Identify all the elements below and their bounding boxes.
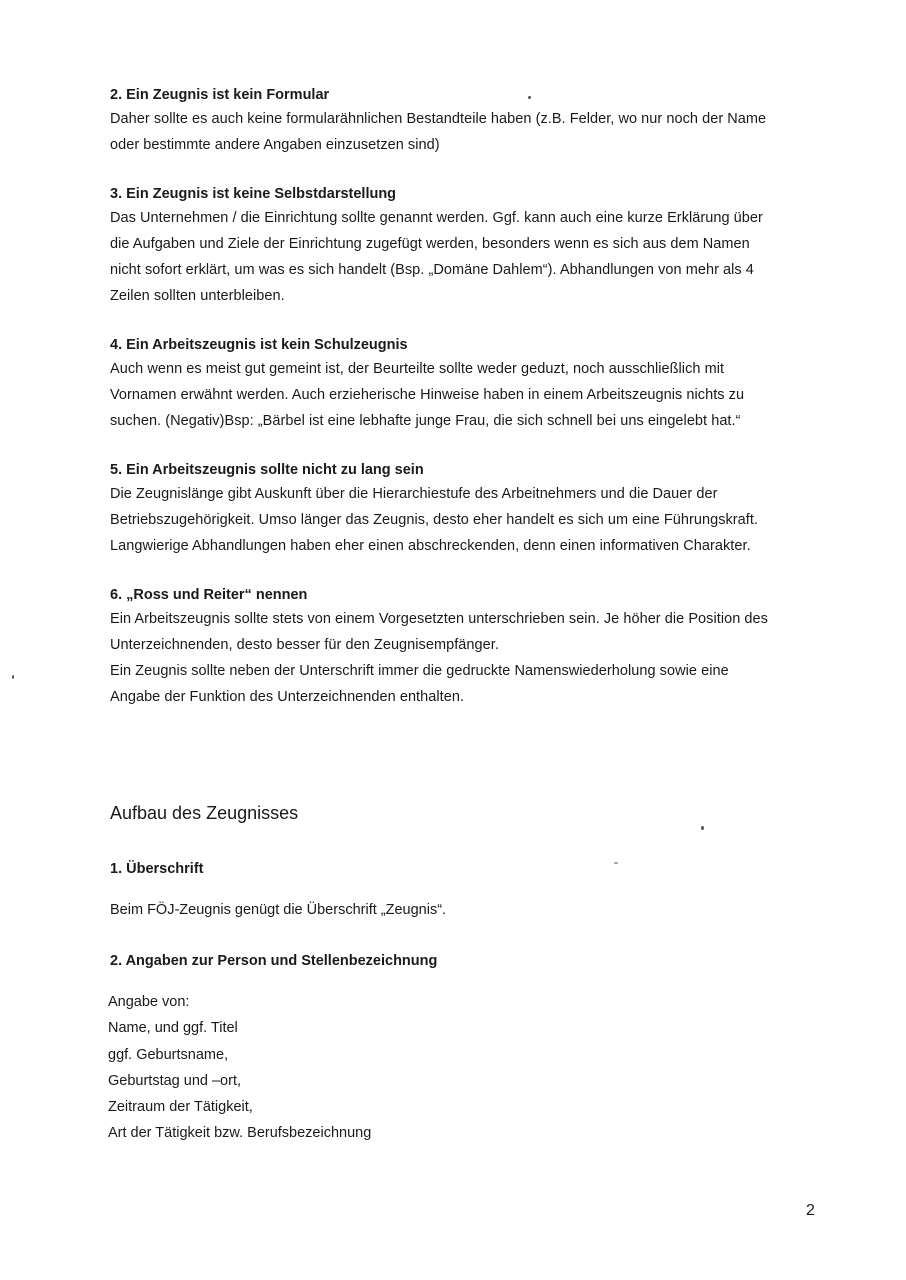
section-body — [110, 481, 820, 560]
section-body — [110, 106, 820, 159]
section-body — [110, 356, 820, 435]
text-line: Unterzeichnenden, desto besser für den Zeugnisempfänger. — [110, 636, 499, 653]
text-line: Vornamen erwähnt werden. Auch erzieherische Hinweise haben in einem Arbeitszeugnis nichts zu — [110, 387, 745, 404]
section-no-self-presentation — [110, 183, 820, 310]
text-line: Ein Zeugnis sollte neben der Unterschrift immer die gedruckte Namenswiederholung sowie eine — [110, 663, 729, 680]
section-not-too-long — [110, 459, 820, 560]
scan-speck — [701, 826, 704, 830]
section-heading: 3. Ein Zeugnis ist keine Selbstdarstellung — [110, 185, 397, 202]
text-line: die Aufgaben und Ziele der Einrichtung zugefügt werden, besonders wenn es sich aus dem Namen — [110, 235, 750, 252]
text-line: Ein Arbeitszeugnis sollte stets von einem Vorgesetzten unterschrieben sein. Je höher die Position des — [110, 610, 768, 627]
section-heading: 5. Ein Arbeitszeugnis sollte nicht zu lang sein — [110, 461, 424, 478]
section-body — [110, 606, 820, 711]
scan-speck — [12, 675, 14, 679]
text-line: Daher sollte es auch keine formularähnlichen Bestandteile haben (z.B. Felder, wo nur noch der Name — [110, 111, 767, 127]
text-line: oder bestimmte andere Angaben einzusetzen sind) — [110, 137, 440, 154]
section-ross-und-reiter — [110, 584, 820, 711]
ueberschrift-text: Beim FÖJ-Zeugnis genügt die Überschrift „Zeugnis“. — [110, 902, 447, 918]
scan-speck — [614, 862, 618, 864]
section-heading: 6. „Ross und Reiter“ nennen — [110, 586, 308, 603]
list-item: Zeitraum der Tätigkeit, — [108, 1099, 253, 1116]
angaben-list — [108, 989, 371, 1147]
page-number: 2 — [806, 1202, 815, 1219]
section-heading: 4. Ein Arbeitszeugnis ist kein Schulzeugnis — [110, 336, 408, 353]
principles-list — [110, 84, 820, 735]
section-no-form — [110, 84, 820, 159]
text-line: Auch wenn es meist gut gemeint ist, der Beurteilte sollte weder geduzt, noch ausschließlich mit — [110, 360, 725, 377]
section-heading: 2. Ein Zeugnis ist kein Formular — [110, 87, 330, 103]
text-line: Zeilen sollten unterbleiben. — [110, 288, 285, 305]
text-line: nicht sofort erklärt, um was es sich handelt (Bsp. „Domäne Dahlem“). Abhandlungen von mehr als 4 — [110, 262, 754, 279]
list-item: Geburtstag und –ort, — [108, 1072, 241, 1089]
text-line: Langwierige Abhandlungen haben eher einen abschreckenden, denn einen informativen Charakter. — [110, 538, 751, 555]
list-item: ggf. Geburtsname, — [108, 1046, 229, 1063]
section-body — [110, 205, 820, 310]
text-line: Das Unternehmen / die Einrichtung sollte genannt werden. Ggf. kann auch eine kurze Erklärung über — [110, 209, 763, 226]
section-no-school-report — [110, 334, 820, 435]
list-item: Angabe von: — [108, 994, 190, 1010]
angaben-heading: 2. Angaben zur Person und Stellenbezeichnung — [110, 953, 438, 969]
list-item: Name, und ggf. Titel — [108, 1020, 238, 1037]
text-line: suchen. (Negativ)Bsp: „Bärbel ist eine lebhafte junge Frau, die sich schnell bei uns eingelebt hat.“ — [110, 413, 741, 430]
aufbau-title: Aufbau des Zeugnisses — [110, 803, 299, 823]
text-line: Betriebszugehörigkeit. Umso länger das Zeugnis, desto eher handelt es sich um eine Führungskraft. — [110, 511, 759, 528]
text-line: Angabe der Funktion des Unterzeichnenden enthalten. — [110, 689, 465, 706]
list-item: Art der Tätigkeit bzw. Berufsbezeichnung — [108, 1125, 372, 1142]
ueberschrift-heading: 1. Überschrift — [110, 861, 204, 877]
text-line: Die Zeugnislänge gibt Auskunft über die Hierarchiestufe des Arbeitnehmers und die Dauer der — [110, 485, 718, 502]
